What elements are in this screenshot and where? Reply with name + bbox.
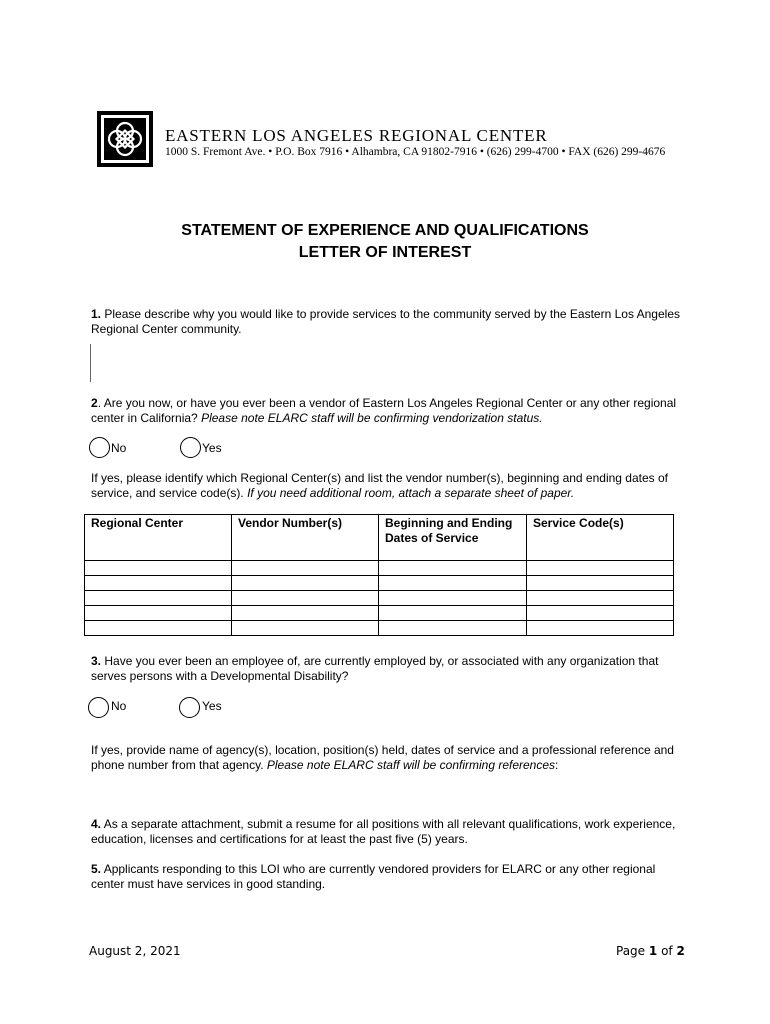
page-number <box>616 944 685 958</box>
table-cell[interactable] <box>232 606 379 621</box>
table-cell[interactable] <box>527 621 674 636</box>
table-cell[interactable] <box>85 561 232 576</box>
header-vendor-numbers: Vendor Number(s) <box>232 515 379 561</box>
question-2-number: 2 <box>91 396 98 410</box>
table-cell[interactable] <box>85 606 232 621</box>
question-4 <box>91 817 681 847</box>
question-2-no-label: No <box>111 441 127 455</box>
question-3-no-radio[interactable] <box>88 697 109 718</box>
question-3-followup <box>91 743 681 773</box>
table-cell[interactable] <box>379 621 527 636</box>
question-2-text: . Are you now, or have you ever been a vendor of Eastern Los Angeles Regional Center or any other regional center in California? <box>91 396 677 425</box>
page-of: of <box>661 944 673 958</box>
table-cell[interactable] <box>379 606 527 621</box>
document-title: STATEMENT OF EXPERIENCE AND QUALIFICATIONS <box>181 222 589 239</box>
header-service-codes: Service Code(s) <box>527 515 674 561</box>
question-1-number: 1. <box>91 307 102 321</box>
table-cell[interactable] <box>379 561 527 576</box>
table-row <box>85 591 674 606</box>
footer-date: August 2, 2021 <box>89 944 181 958</box>
question-2-followup <box>91 471 681 501</box>
question-3-yes-radio[interactable] <box>179 697 200 718</box>
table-cell[interactable] <box>527 606 674 621</box>
header-dates-of-service: Beginning and Ending Dates of Service <box>379 515 527 561</box>
table-row <box>85 576 674 591</box>
question-2-no-radio[interactable] <box>89 437 110 458</box>
question-2-yes-radio[interactable] <box>180 437 201 458</box>
page-total: 2 <box>676 944 685 958</box>
question-3 <box>91 654 681 684</box>
question-2-yes-label: Yes <box>202 441 222 455</box>
page-current: 1 <box>648 944 658 958</box>
question-3-no-label: No <box>111 699 127 713</box>
table-row <box>85 621 674 636</box>
table-cell[interactable] <box>232 561 379 576</box>
table-cell[interactable] <box>527 576 674 591</box>
org-name: EASTERN LOS ANGELES REGIONAL CENTER <box>165 126 548 145</box>
table-row <box>85 561 674 576</box>
question-1-text: Please describe why you would like to provide services to the community served by the Eastern Los Angeles Regional Center community. <box>91 307 680 336</box>
question-1 <box>91 307 681 337</box>
page-prefix: Page <box>616 944 646 958</box>
vendor-table-header-row <box>85 515 674 561</box>
table-row <box>85 606 674 621</box>
question-5-text: Applicants responding to this LOI who are currently vendored providers for ELARC or any other regional center must have services in good standing. <box>91 862 656 891</box>
table-cell[interactable] <box>527 591 674 606</box>
question-3-yes-label: Yes <box>202 699 222 713</box>
question-3-followup-note: Please note ELARC staff will be confirming references <box>266 758 556 772</box>
question-2-followup-text: If yes, please identify which Regional Center(s) and list the vendor number(s), beginning and ending dates of service, and service code(s). <box>91 471 669 500</box>
question-3-followup-end: : <box>555 758 559 772</box>
question-3-followup-text: If yes, provide name of agency(s), location, position(s) held, dates of service and a professional reference and phone number from that agency. <box>91 743 674 772</box>
question-2 <box>91 396 681 426</box>
table-cell[interactable] <box>527 561 674 576</box>
table-cell[interactable] <box>85 576 232 591</box>
question-3-number: 3. <box>91 654 102 668</box>
table-cell[interactable] <box>85 621 232 636</box>
question-5 <box>91 862 681 892</box>
question-4-text: As a separate attachment, submit a resume for all positions with all relevant qualifications, work experience, education, licenses and certifications for at least the past five (5) years. <box>91 817 676 846</box>
table-cell[interactable] <box>232 576 379 591</box>
vendor-table <box>84 514 674 636</box>
table-cell[interactable] <box>379 591 527 606</box>
question-2-note: Please note ELARC staff will be confirming vendorization status. <box>201 411 543 425</box>
question-1-answer-field[interactable] <box>90 344 91 382</box>
table-cell[interactable] <box>232 591 379 606</box>
question-2-followup-note: If you need additional room, attach a separate sheet of paper. <box>247 486 575 500</box>
header-regional-center: Regional Center <box>85 515 232 561</box>
table-cell[interactable] <box>232 621 379 636</box>
question-3-text: Have you ever been an employee of, are currently employed by, or associated with any organization that serves persons with a Developmental Disability? <box>91 654 659 683</box>
table-cell[interactable] <box>85 591 232 606</box>
question-4-number: 4. <box>91 817 102 831</box>
document-subtitle: LETTER OF INTEREST <box>298 244 472 261</box>
org-address: 1000 S. Fremont Ave. • P.O. Box 7916 • Alhambra, CA 91802-7916 • (626) 299-4700 • FAX (626) 299-4676 <box>165 146 666 158</box>
table-cell[interactable] <box>379 576 527 591</box>
question-5-number: 5. <box>91 862 102 876</box>
elarc-logo <box>96 110 154 168</box>
